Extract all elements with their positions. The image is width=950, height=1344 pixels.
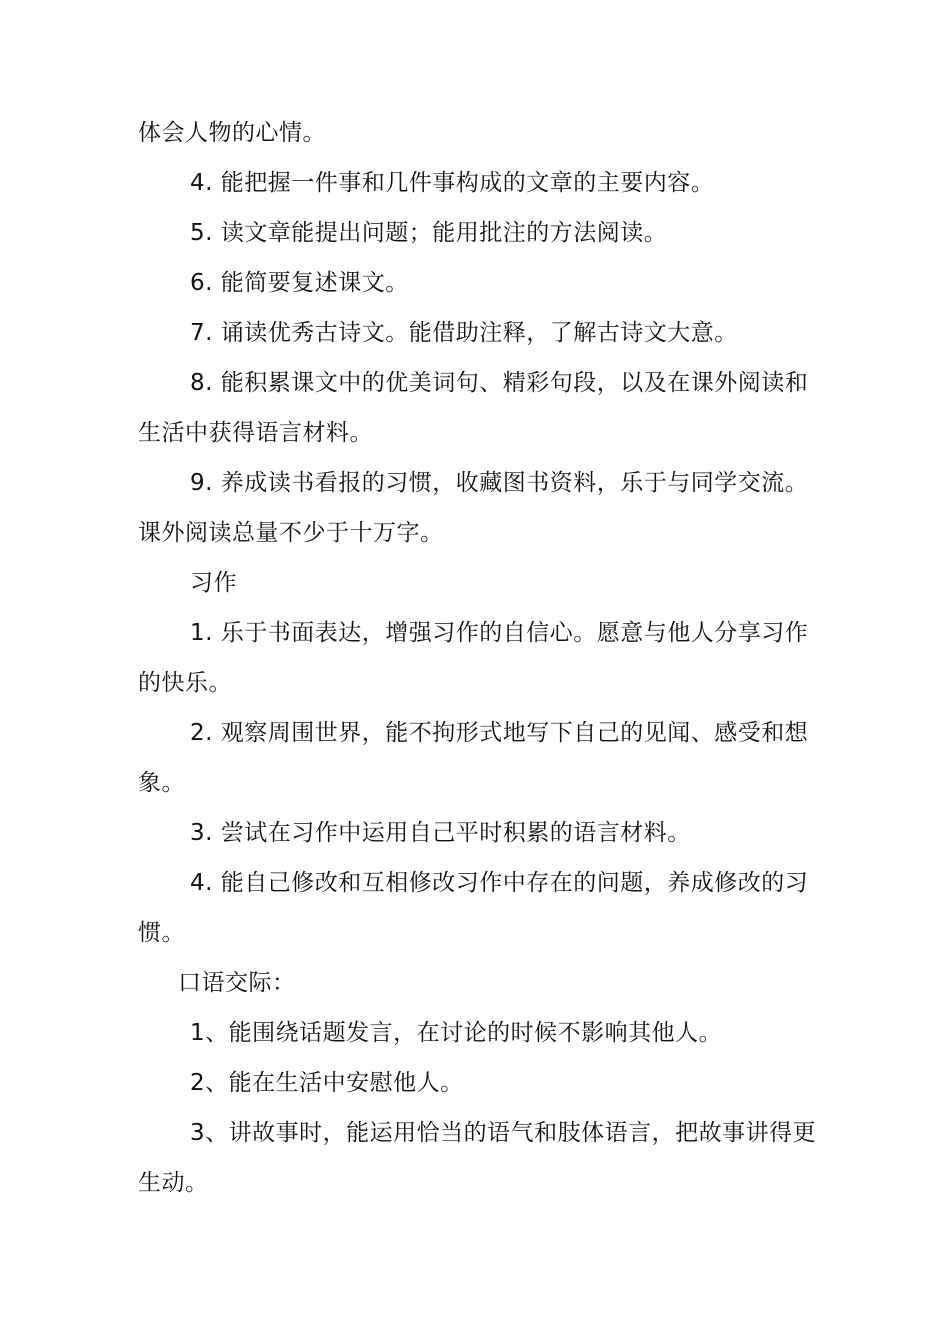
writing-item-4: 4. 能自己修改和互相修改习作中存在的问题，养成修改的习惯。	[138, 870, 809, 946]
oral-item-1: 1、能围绕话题发言，在讨论的时候不影响其他人。	[190, 1020, 723, 1046]
writing-item-1: 1. 乐于书面表达，增强习作的自信心。愿意与他人分享习作的快乐。	[138, 620, 809, 696]
section-heading-writing: 习作	[190, 570, 237, 596]
section-heading-oral: 口语交际：	[178, 970, 296, 996]
writing-item-3: 3. 尝试在习作中运用自己平时积累的语言材料。	[190, 820, 691, 846]
paragraph-continuation: 体会人物的心情。	[138, 120, 326, 146]
writing-item-2: 2. 观察周围世界，能不拘形式地写下自己的见闻、感受和想象。	[138, 720, 809, 796]
reading-item-4: 4. 能把握一件事和几件事构成的文章的主要内容。	[190, 170, 715, 196]
reading-item-5: 5. 读文章能提出问题；能用批注的方法阅读。	[190, 220, 668, 246]
reading-item-6: 6. 能简要复述课文。	[190, 270, 409, 296]
document-body	[138, 108, 818, 1208]
oral-item-3: 3、讲故事时，能运用恰当的语气和肢体语言，把故事讲得更生动。	[138, 1120, 817, 1196]
reading-item-7: 7. 诵读优秀古诗文。能借助注释，了解古诗文大意。	[190, 320, 738, 346]
oral-item-2: 2、能在生活中安慰他人。	[190, 1070, 464, 1096]
reading-item-9: 9. 养成读书看报的习惯，收藏图书资料，乐于与同学交流。课外阅读总量不少于十万字。	[138, 470, 809, 546]
reading-item-8: 8. 能积累课文中的优美词句、精彩句段，以及在课外阅读和生活中获得语言材料。	[138, 370, 809, 446]
